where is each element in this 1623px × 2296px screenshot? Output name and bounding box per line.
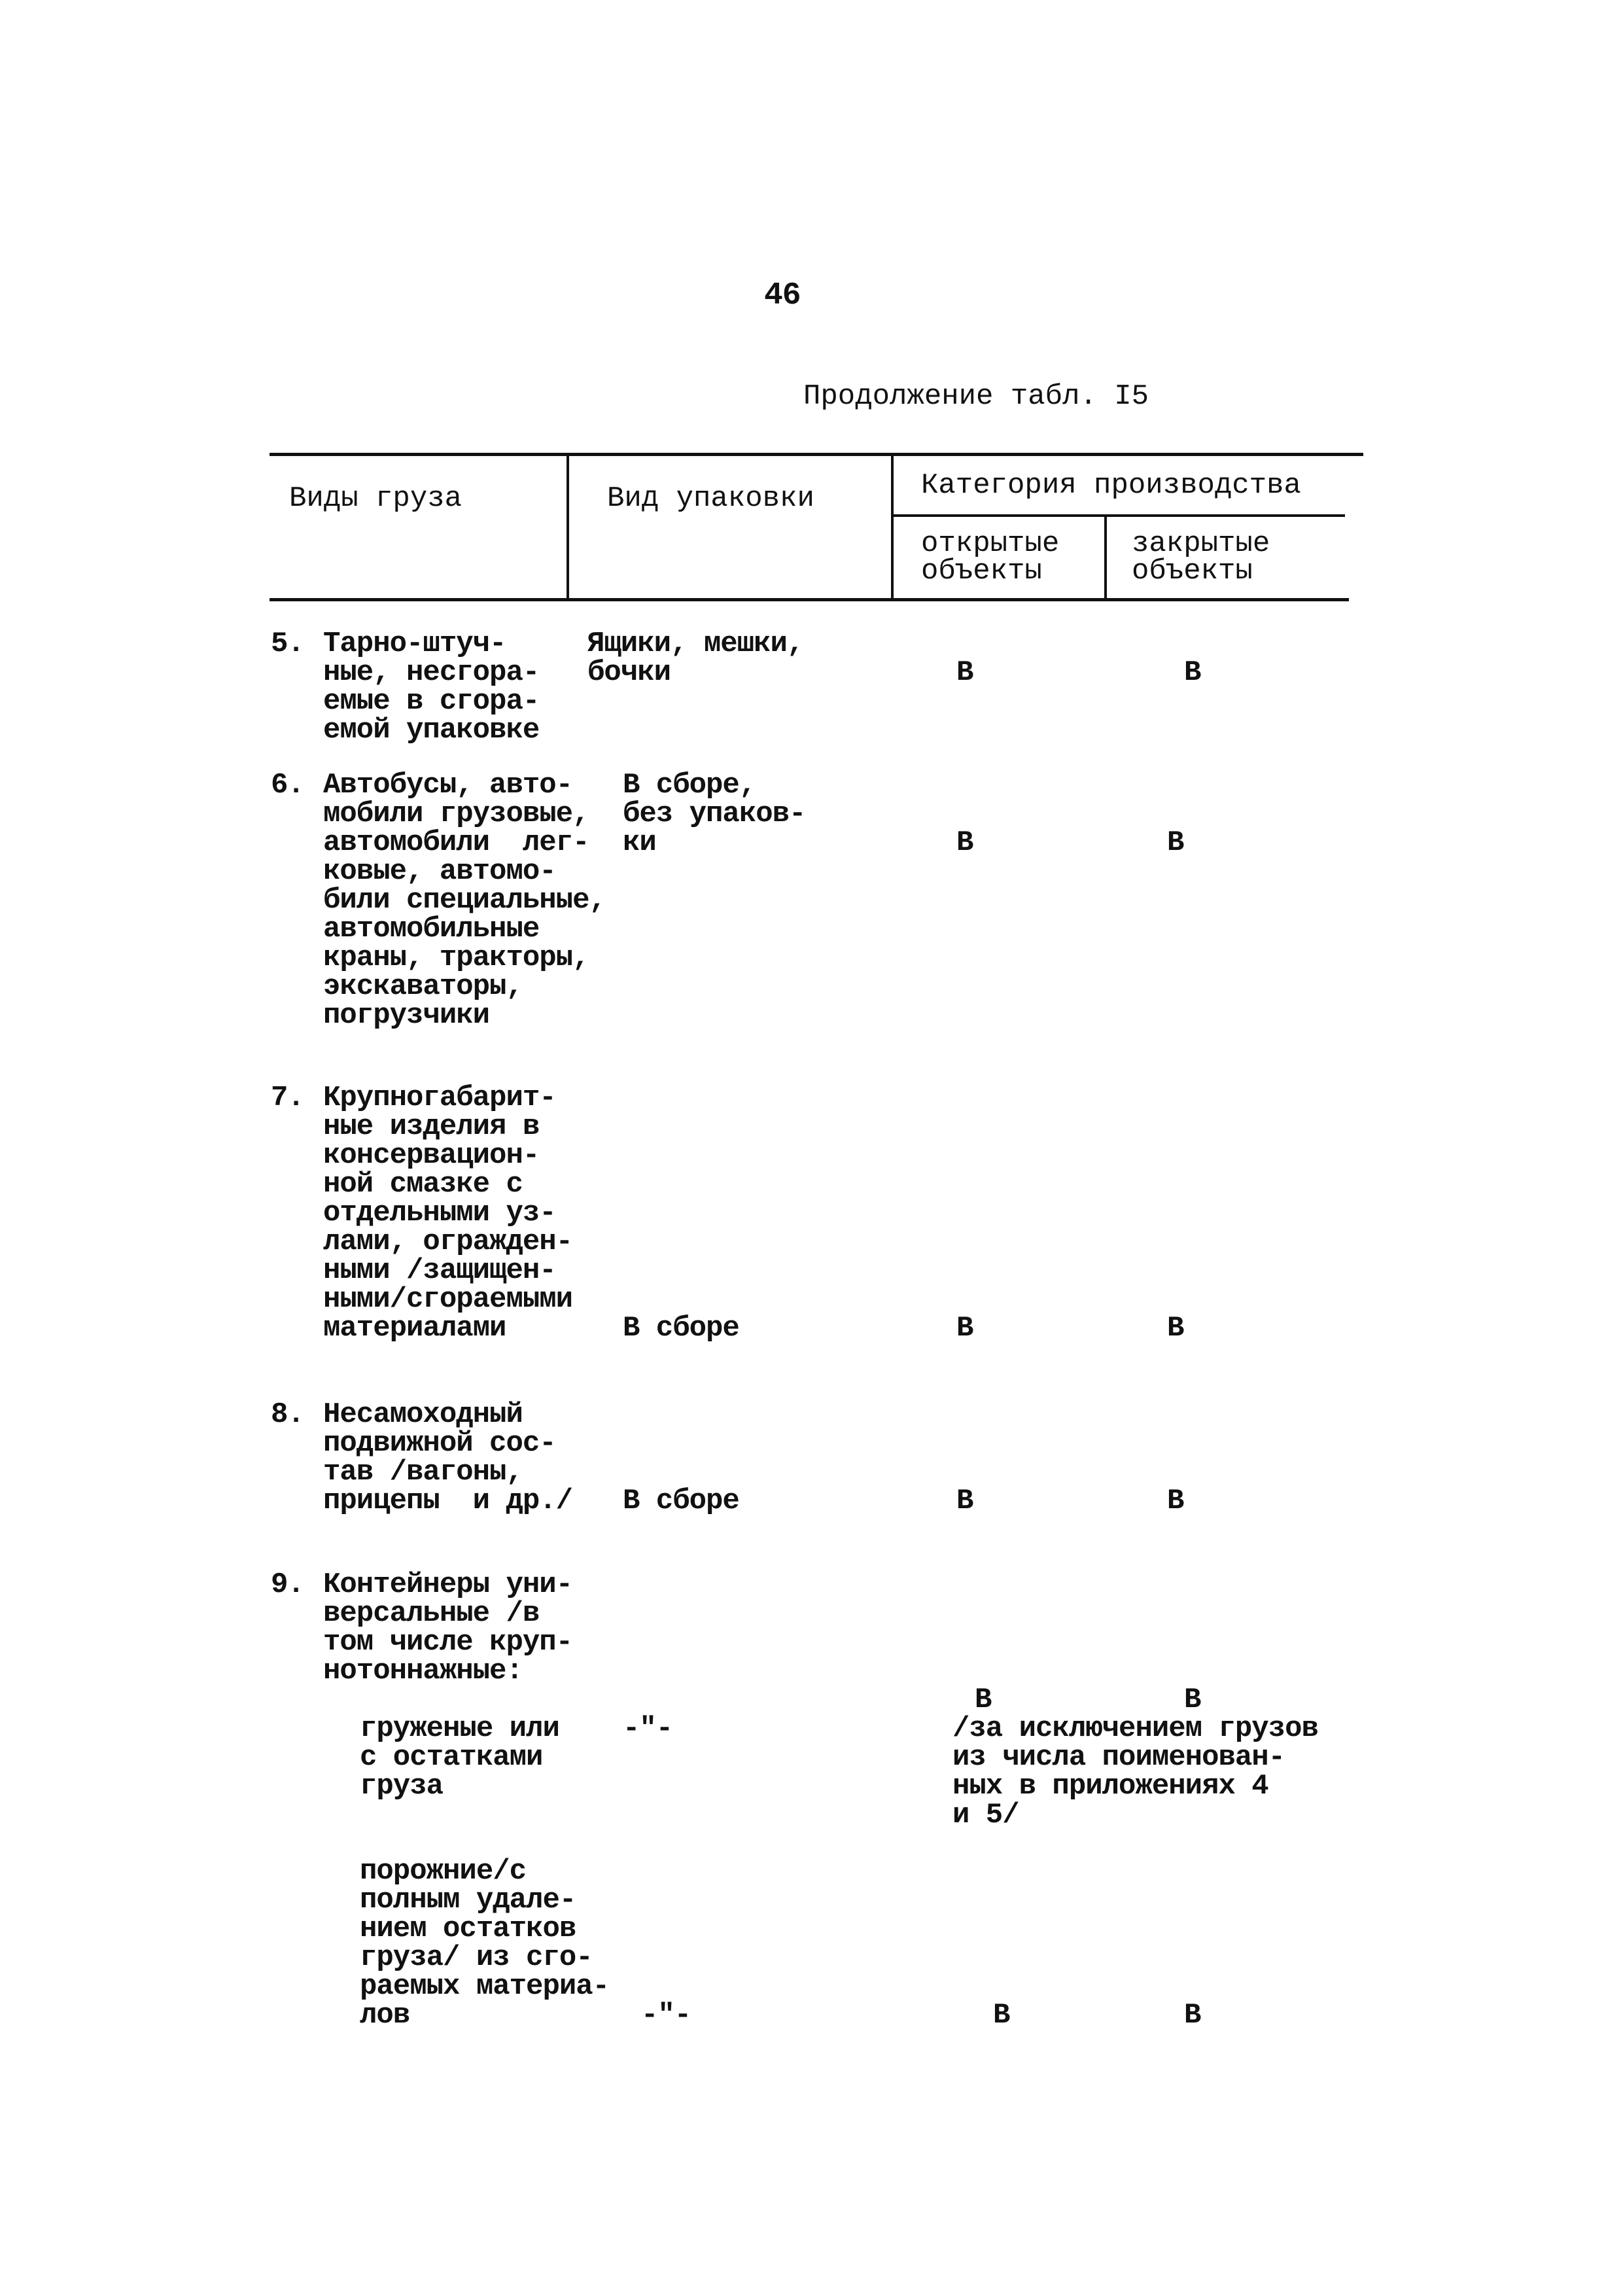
row-9a-cargo: груженые или с остатками груза [360, 1712, 559, 1803]
row-6-open: В [956, 826, 973, 859]
page-number: 46 [764, 278, 801, 313]
header-closed-objects: закрытые объекты [1132, 527, 1270, 588]
row-5-closed: В [1184, 656, 1201, 689]
header-cargo-type: Виды груза [289, 482, 462, 515]
row-9a-package: -"- [623, 1712, 673, 1745]
row-9-cargo: Контейнеры уни- версальные /в том числе круп- нотоннажные: [323, 1568, 573, 1687]
row-7-open: В [956, 1312, 973, 1345]
row-9a-note: /за исключением грузов из числа поименован- ных в приложениях 4 и 5/ [952, 1712, 1318, 1831]
header-package-type: Вид упаковки [607, 482, 814, 515]
row-5-cargo: Тарно-штуч- ные, несгора- емые в сгора- емой упаковке [323, 627, 540, 747]
table-top-rule [270, 453, 1363, 456]
col-divider-2 [891, 455, 894, 601]
row-5-open: В [956, 656, 973, 689]
table-header-bottom-rule [270, 598, 1349, 601]
row-9b-cargo: порожние/с полным удале- нием остатков груза/ из сго- раемых материа- лов [360, 1855, 610, 2032]
row-8-cargo: Несамоходный подвижной сос- тав /вагоны, прицепы и др./ [323, 1398, 573, 1517]
row-7-closed: В [1167, 1312, 1184, 1345]
col-divider-3 [1104, 517, 1107, 601]
row-8-package: В сборе [623, 1485, 739, 1517]
row-9b-open: В [993, 1999, 1010, 2032]
row-5-package: Ящики, мешки, бочки [587, 627, 804, 689]
row-9-number: 9. [271, 1568, 304, 1601]
row-6-package: В сборе, без упаков- ки [623, 769, 806, 859]
header-production-category: Категория производства [921, 469, 1301, 502]
row-5-number: 5. [271, 627, 304, 660]
col-divider-1 [567, 455, 569, 601]
table-caption: Продолжение табл. I5 [803, 380, 1149, 413]
row-6-number: 6. [271, 769, 304, 802]
row-9a-closed: В [1184, 1684, 1201, 1716]
row-8-number: 8. [271, 1398, 304, 1431]
row-7-number: 7. [271, 1082, 304, 1114]
header-open-objects: открытые объекты [921, 527, 1060, 588]
row-6-closed: В [1167, 826, 1184, 859]
category-subheader-rule [894, 514, 1345, 517]
row-8-open: В [956, 1485, 973, 1517]
row-9a-open: В [975, 1684, 992, 1716]
row-8-closed: В [1167, 1485, 1184, 1517]
row-7-package: В сборе [623, 1312, 739, 1345]
row-6-cargo: Автобусы, авто- мобили грузовые, автомобили лег- ковые, автомо- били специальные, автомобильные краны, тракторы, экскаваторы, погрузчики [323, 769, 606, 1032]
row-9b-closed: В [1184, 1999, 1201, 2032]
row-7-cargo: Крупногабарит- ные изделия в консервацион- ной смазке с отдельными уз- лами, огражден- ными /защищен- ными/сгораемыми материалами [323, 1082, 573, 1345]
row-9b-package: -"- [641, 1999, 691, 2032]
